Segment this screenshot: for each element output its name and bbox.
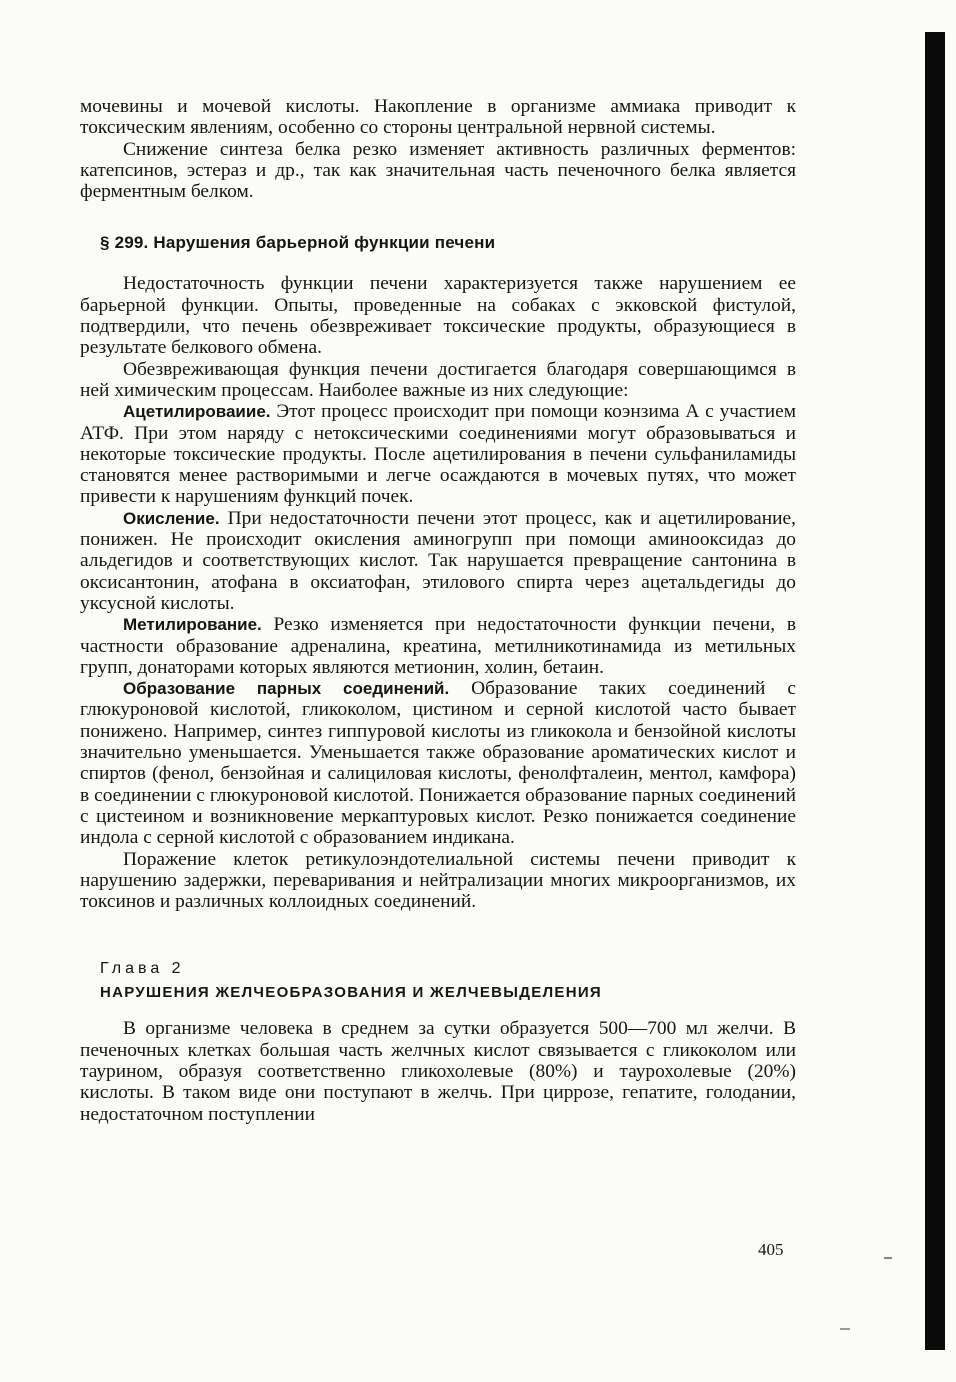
paragraph-conjugation	[80, 678, 796, 848]
scan-speck	[884, 1257, 892, 1259]
term-methylation: Метилирование.	[123, 615, 262, 635]
paragraph-continuation: мочевины и мочевой кислоты. Накопление в организме аммиака приводит к токсическим явлениям, особенно со стороны центральной нервной системы.	[80, 96, 796, 139]
text-methylation: Резко изменяется при недостаточности функции печени, в частности образование адреналина, креатина, метилникотинамида из метильных групп, донаторами которых являются метионин, холин, бетаин.	[80, 614, 796, 678]
term-oxidation: Окисление.	[123, 508, 220, 528]
paragraph-barrier-intro: Недостаточность функции печени характеризуется также нарушением ее барьерной функции. Опыты, проведенные на собаках с экковской фистулой, подтвердили, что печень обезвреживает токсические продукты, образующиеся в результате белкового обмена.	[80, 273, 796, 359]
term-acetylation: Ацетилироваиие.	[123, 402, 271, 422]
scan-edge-bar	[925, 32, 945, 1350]
text-acetylation: Этот процесс происходит при помощи коэнзима А с участием АТФ. При этом наряду с нетоксическими соединениями могут образовываться и некоторые токсические продукты. После ацетилирования в печени сульфаниламиды становятся менее растворимыми и легче осаждаются в мочевых путях, что может привести к нарушениям функций почек.	[80, 401, 796, 508]
page-body	[80, 96, 796, 1125]
text-conjugation: Образование таких соединений с глюкуроновой кислотой, гликоколом, цистином и серной кислотой часто бывает понижено. Например, синтез гиппуровой кислоты из гликокола и бензойной кислоты значительно уменьшается. Уменьшается также образование ароматических кислот и спиртов (фенол, бензойная и салициловая кислоты, фенолфталеин, ментол, камфора) в соединении с глюкуроновой кислотой. Понижается образование парных соединений с цистеином и возникновение меркаптуровых кислот. Резко понижается соединение индола с серной кислотой с образованием индикана.	[80, 678, 796, 849]
chapter-title: НАРУШЕНИЯ ЖЕЛЧЕОБРАЗОВАНИЯ И ЖЕЛЧЕВЫДЕЛЕНИЯ	[100, 984, 603, 1002]
section-title: § 299. Нарушения барьерной функции печени	[100, 233, 496, 253]
paragraph-protein-synthesis: Снижение синтеза белка резко изменяет активность различных ферментов: катепсинов, эстераз и др., так как значительная часть печеночного белка является ферментным белком.	[80, 138, 796, 203]
paragraph-bile-formation: В организме человека в среднем за сутки образуется 500—700 мл желчи. В печеночных клетках большая часть желчных кислот связывается с гликоколом или таурином, образуя соответственно гликохолевые (80%) и таурохолевые (20%) кислоты. В таком виде они поступают в желчь. При циррозе, гепатите, голодании, недостаточном поступлении	[80, 1018, 796, 1125]
scan-speck	[840, 1328, 850, 1330]
paragraph-detox-intro: Обезвреживающая функция печени достигается благодаря совершающимся в ней химическим процессам. Наиболее важные из них следующие:	[80, 358, 796, 401]
text-oxidation: При недостаточности печени этот процесс, как и ацетилирование, понижен. Не происходит окисления аминогрупп при помощи аминооксидаз до альдегидов и соответствующих кислот. Так нарушается превращение сантонина в оксисантонин, атофана в оксиатофан, этилового спирта через ацетальдегиды до уксусной кислоты.	[80, 507, 796, 614]
term-conjugation: Образование парных соединений.	[123, 679, 450, 699]
paragraph-oxidation	[80, 508, 796, 614]
chapter-label: Глава 2	[100, 960, 185, 978]
page-number: 405	[758, 1240, 784, 1259]
paragraph-acetylation	[80, 401, 796, 507]
paragraph-methylation	[80, 614, 796, 678]
paragraph-reticuloendothelial: Поражение клеток ретикулоэндотелиальной системы печени приводит к нарушению задержки, переваривания и нейтрализации многих микроорганизмов, их токсинов и различных коллоидных соединений.	[80, 848, 796, 913]
